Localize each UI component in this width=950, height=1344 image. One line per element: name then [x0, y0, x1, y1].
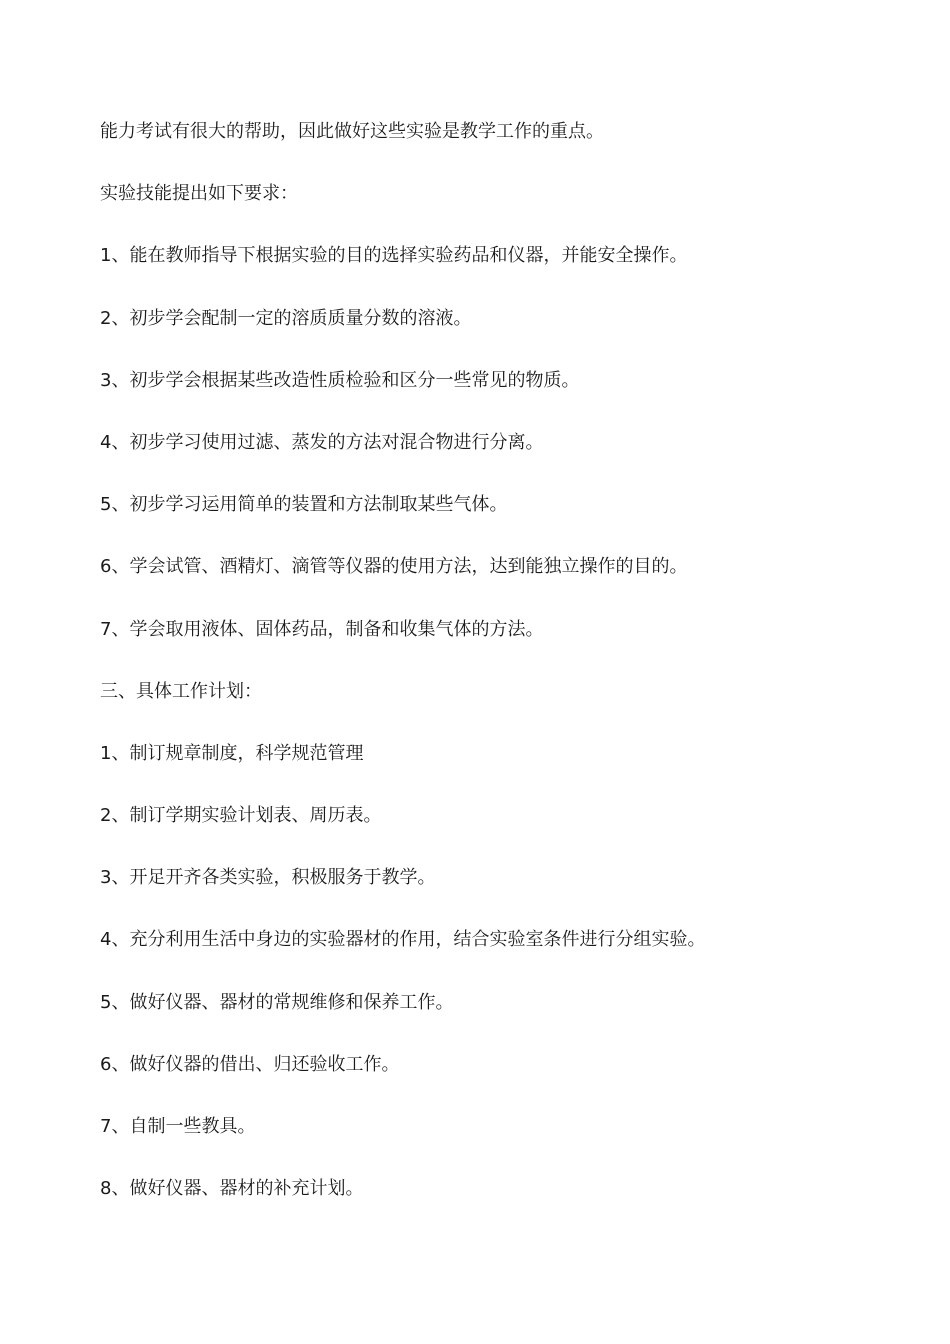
list-item: 5、做好仪器、器材的常规维修和保养工作。: [100, 991, 454, 1013]
paragraph-line: 能力考试有很大的帮助，因此做好这些实验是教学工作的重点。: [100, 121, 604, 142]
list-item: 7、自制一些教具。: [100, 1116, 256, 1137]
list-item: 4、初步学习使用过滤、蒸发的方法对混合物进行分离。: [100, 431, 544, 453]
list-item: 6、做好仪器的借出、归还验收工作。: [100, 1053, 400, 1075]
list-item: 5、初步学习运用简单的装置和方法制取某些气体。: [100, 494, 508, 516]
document-body: [100, 114, 880, 1233]
list-item: 4、充分利用生活中身边的实验器材的作用，结合实验室条件进行分组实验。: [100, 929, 706, 951]
list-item: 3、开足开齐各类实验，积极服务于教学。: [100, 867, 436, 889]
list-item: 7、学会取用液体、固体药品，制备和收集气体的方法。: [100, 618, 544, 640]
list-item: 2、制订学期实验计划表、周历表。: [100, 805, 382, 827]
list-item: 1、制订规章制度，科学规范管理: [100, 742, 364, 764]
section-heading: 三、具体工作计划：: [100, 680, 262, 702]
list-item: 8、做好仪器、器材的补充计划。: [100, 1178, 364, 1200]
list-item: 3、初步学会根据某些改造性质检验和区分一些常见的物质。: [100, 369, 580, 391]
list-item: 2、初步学会配制一定的溶质质量分数的溶液。: [100, 307, 472, 329]
list-item: 6、学会试管、酒精灯、滴管等仪器的使用方法，达到能独立操作的目的。: [100, 556, 688, 578]
list-item: 1、能在教师指导下根据实验的目的选择实验药品和仪器，并能安全操作。: [100, 245, 688, 267]
paragraph-line: 实验技能提出如下要求：: [100, 183, 298, 205]
